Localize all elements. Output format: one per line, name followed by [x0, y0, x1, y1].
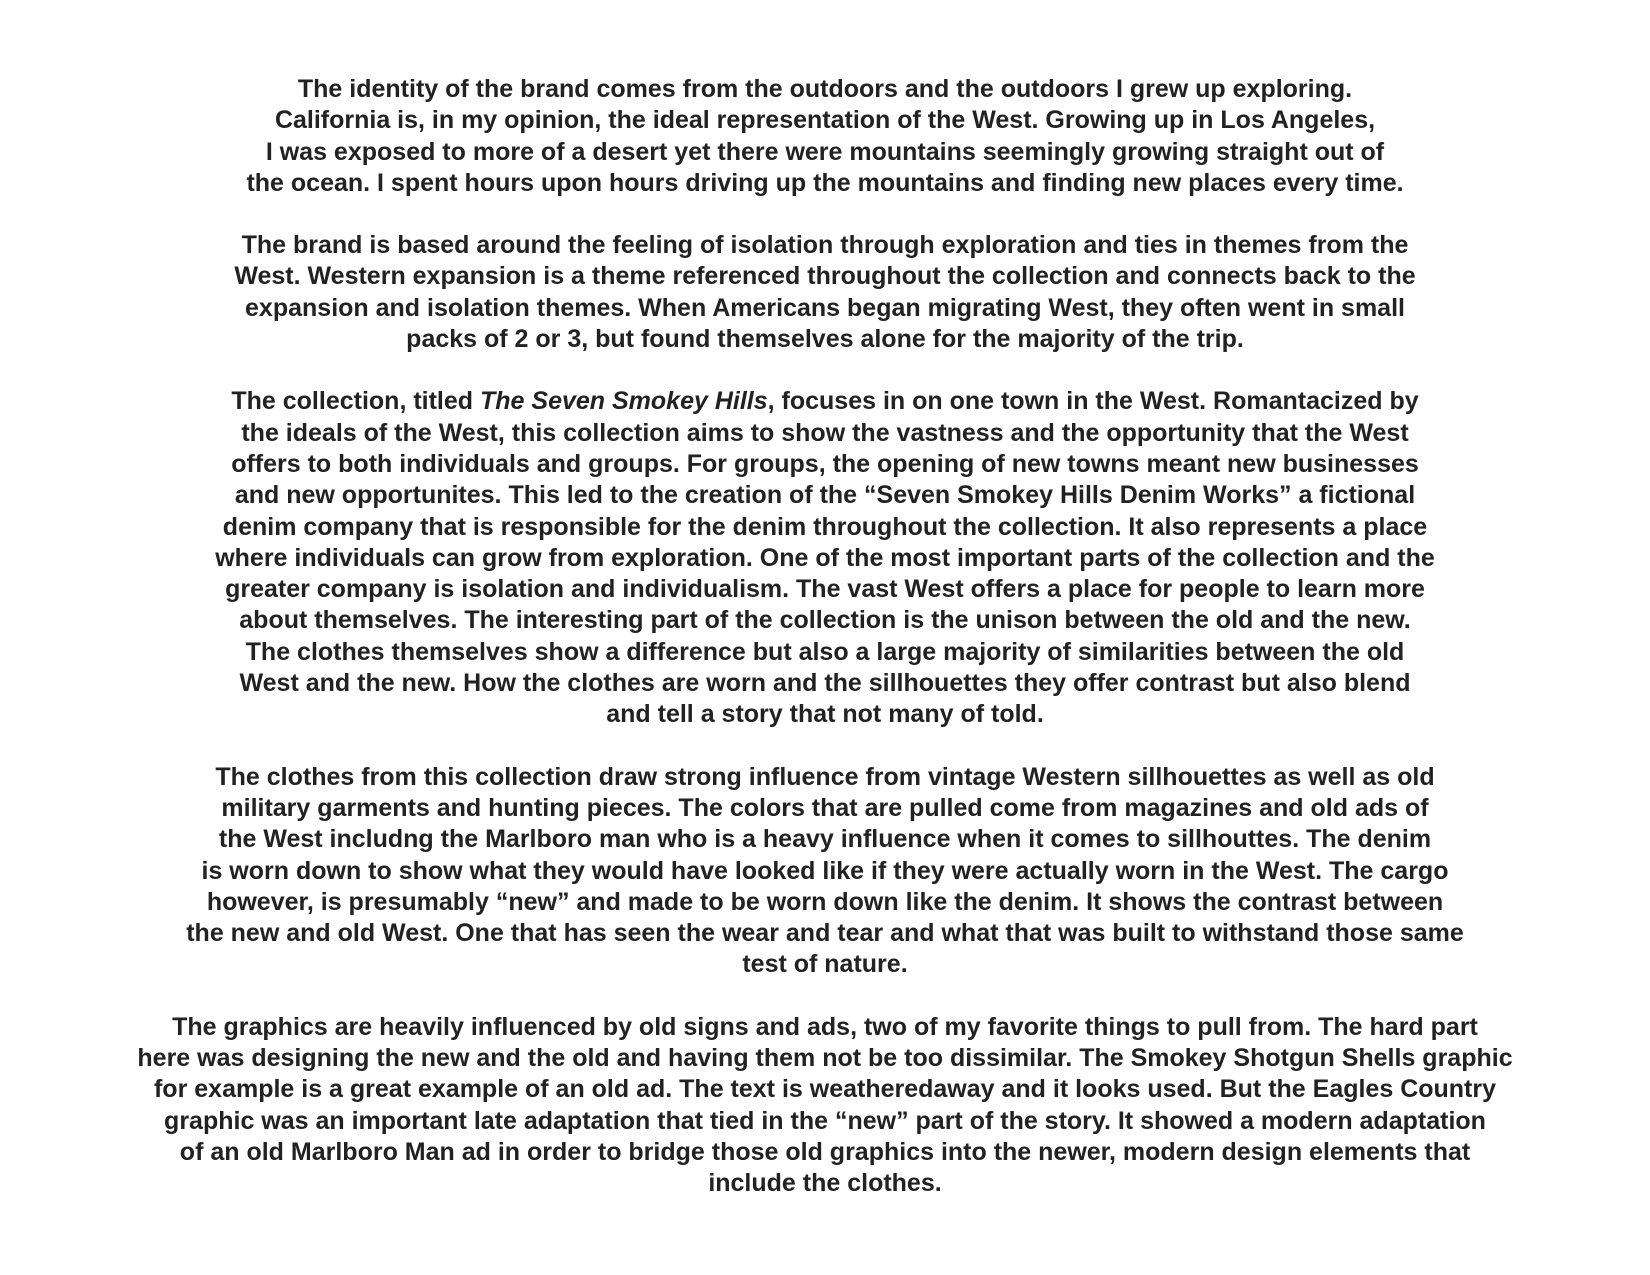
text-line: The clothes from this collection draw strong influence from vintage Western sillhouettes as well as old — [215, 762, 1435, 791]
paragraph-brand-theme — [0, 230, 1650, 355]
text-line: of an old Marlboro Man ad in order to bridge those old graphics into the newer, modern design elements that — [179, 1137, 1471, 1166]
text-line: The identity of the brand comes from the outdoors and the outdoors I grew up exploring. — [297, 75, 1353, 103]
text-line: the ideals of the West, this collection aims to show the vastness and the opportunity that the West — [241, 418, 1409, 447]
text-line: military garments and hunting pieces. The colors that are pulled come from magazines and old ads of — [221, 793, 1429, 822]
text-line: test of nature. — [742, 950, 908, 979]
paragraph-brand-identity — [0, 74, 1650, 199]
text-line: the new and old West. One that has seen the wear and tear and what that was built to withstand those same — [186, 919, 1464, 948]
text-line: West. Western expansion is a theme referenced throughout the collection and connects back to the — [234, 262, 1416, 291]
text-line: is worn down to show what they would have looked like if they were actually worn in the West. The cargo — [201, 856, 1449, 885]
paragraph-clothes — [0, 762, 1650, 981]
text-segment: The collection, titled — [231, 387, 480, 416]
text-line: however, is presumably “new” and made to be worn down like the denim. It shows the contrast between — [206, 887, 1444, 916]
text-line: packs of 2 or 3, but found themselves alone for the majority of the trip. — [406, 325, 1244, 354]
text-line: expansion and isolation themes. When Americans began migrating West, they often went in small — [245, 293, 1405, 322]
text-line: the ocean. I spent hours upon hours driving up the mountains and finding new places every time. — [246, 168, 1404, 197]
text-line: and new opportunites. This led to the creation of the “Seven Smokey Hills Denim Works” a fictional — [234, 481, 1416, 510]
text-line: here was designing the new and the old and having them not be too dissimilar. The Smokey Shotgun Shells graphic — [137, 1044, 1513, 1073]
text-line: West and the new. How the clothes are worn and the sillhouettes they offer contrast but also blend — [239, 669, 1411, 698]
text-line: I was exposed to more of a desert yet there were mountains seemingly growing straight out of — [265, 137, 1385, 166]
text-line: graphic was an important late adaptation that tied in the “new” part of the story. It showed a modern adaptation — [164, 1106, 1486, 1135]
collection-title: The Seven Smokey Hills — [480, 387, 768, 416]
text-line: about themselves. The interesting part of the collection is the unison between the old and the new. — [239, 606, 1411, 635]
text-line: The brand is based around the feeling of isolation through exploration and ties in themes from the — [241, 231, 1409, 260]
text-line: offers to both individuals and groups. For groups, the opening of new towns meant new businesses — [231, 449, 1419, 478]
text-line: for example is a great example of an old ad. The text is weatheredaway and it looks used. But the Eagles Country — [153, 1075, 1497, 1104]
text-line: California is, in my opinion, the ideal representation of the West. Growing up in Los Angeles, — [274, 106, 1376, 135]
text-line: The clothes themselves show a difference but also a large majority of similarities between the old — [245, 637, 1405, 666]
text-line: denim company that is responsible for the denim throughout the collection. It also represents a place — [222, 512, 1428, 541]
text-line: greater company is isolation and individualism. The vast West offers a place for people to learn more — [225, 575, 1425, 604]
text-line: The graphics are heavily influenced by old signs and ads, two of my favorite things to pull from. The hard part — [172, 1012, 1478, 1041]
paragraph-collection — [0, 386, 1650, 730]
text-line: where individuals can grow from exploration. One of the most important parts of the collection and the — [215, 543, 1435, 572]
text-line: include the clothes. — [708, 1169, 942, 1198]
paragraph-graphics — [0, 1012, 1650, 1200]
text-line: the West includng the Marlboro man who is a heavy influence when it comes to sillhouttes. The denim — [218, 825, 1432, 854]
text-segment: , focuses in on one town in the West. Romantacized by — [767, 387, 1419, 416]
text-line: and tell a story that not many of told. — [606, 700, 1044, 729]
text-line — [0, 386, 1650, 417]
text-body — [0, 74, 1650, 1231]
